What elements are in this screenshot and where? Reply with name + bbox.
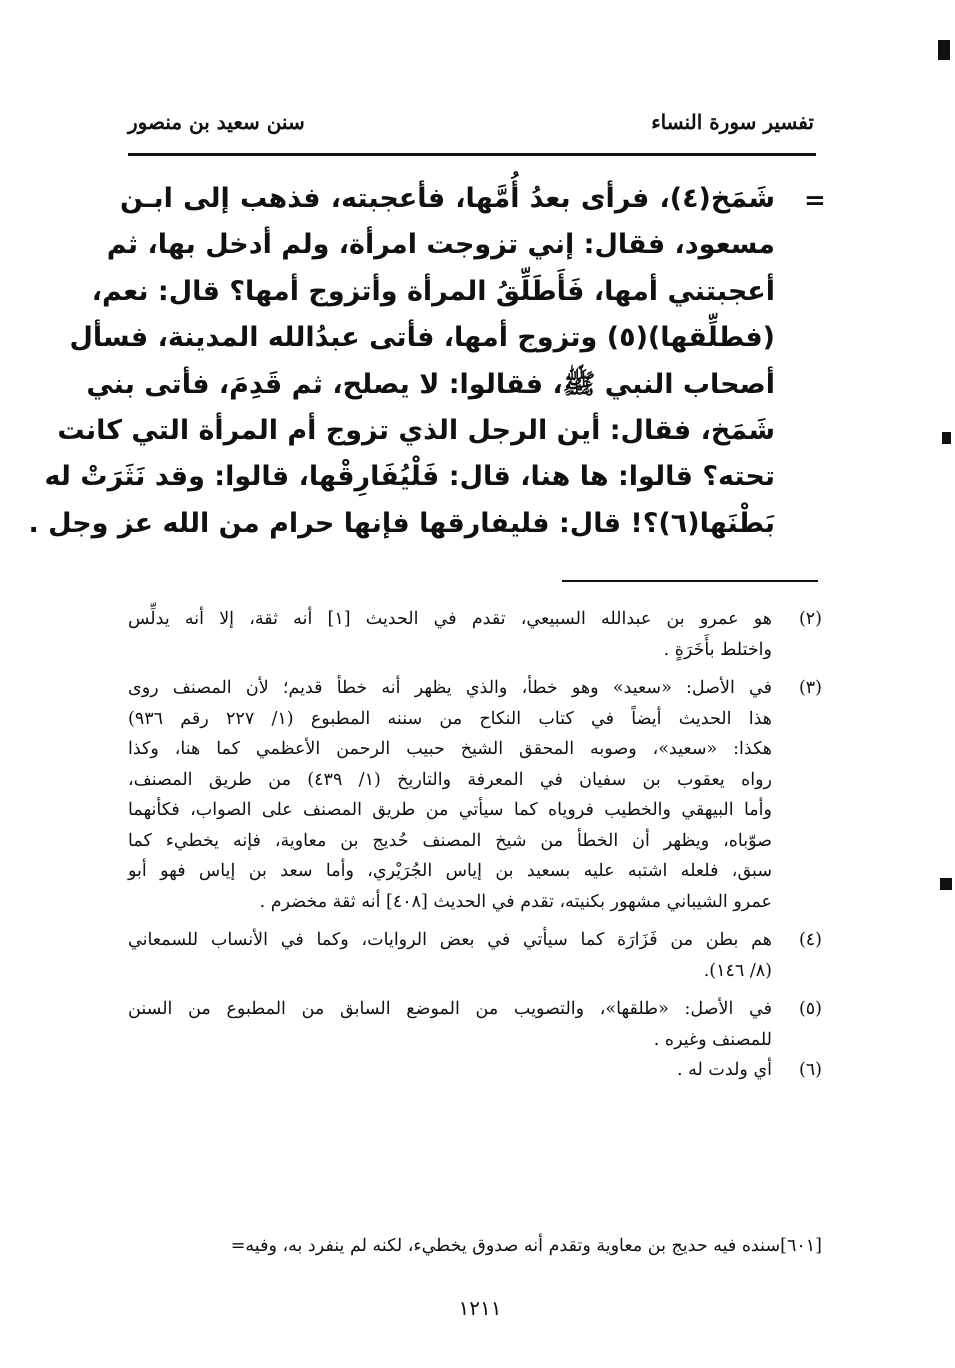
footnote-number: (٢) <box>798 609 822 629</box>
main-line: تحته؟ قالوا: ها هنا، قال: فَلْيُفَارِقْها، قالوا: وقد نَثَرَتْ له <box>44 461 775 493</box>
footnote-3 <box>128 673 822 917</box>
main-line: شَمَخ(٤)، فرأى بعدُ أُمَّها، فأعجبته، فذهب إلى ابـن <box>120 183 775 214</box>
footnote-number: (٦) <box>798 1060 822 1080</box>
footnote-separator <box>562 580 818 582</box>
footnote-body <box>128 673 772 917</box>
footnote-line: للمصنف وغيره . <box>653 1029 772 1050</box>
footnote-line: رواه يعقوب بن سفيان في المعرفة والتاريخ (١/ ٤٣٩) من طريق المصنف، <box>128 769 772 790</box>
footnote-line: (٨/ ١٤٦). <box>703 960 772 981</box>
scan-mark <box>938 40 950 60</box>
footnote-6 <box>128 1055 822 1086</box>
main-line: بَطْنَها(٦)؟! قال: فليفارقها فإنها حرام من الله عز وجل . <box>28 507 775 539</box>
page-number: ١٢١١ <box>458 1296 502 1320</box>
header-chapter-title: تفسير سورة النساء <box>651 110 814 134</box>
footnote-line: هكذا: «سعيد»، وصوبه المحقق الشيخ حبيب الرحمن الأعظمي كما هنا، وكذا <box>128 739 772 759</box>
main-line: (فطلِّقها)(٥) وتزوج أمها، فأتى عبدُالله المدينة، فسأل <box>69 322 775 354</box>
footnote-line: هذا الحديث أيضاً في كتاب النكاح من سننه المطبوع (١/ ٢٢٧ رقم ٩٣٦) <box>128 708 773 729</box>
header-book-title: سنن سعيد بن منصور <box>128 110 305 134</box>
footnote-line: هم بطن من فَزَارَة كما سيأتي في بعض الروايات، وكما في الأنساب للسمعاني <box>128 930 772 950</box>
continuation-marker: = <box>804 186 826 216</box>
scan-mark <box>940 878 952 890</box>
footnote-line: في الأصل: «طلقها»، والتصويب من الموضع السابق من المطبوع من السنن <box>128 999 772 1019</box>
footnote-number: (٤) <box>798 930 822 950</box>
footnote-line: هو عمرو بن عبدالله السبيعي، تقدم في الحديث [١] أنه ثقة، إلا أنه يدلِّس <box>128 609 772 629</box>
main-line: شَمَخ، فقال: أين الرجل الذي تزوج أم المرأة التي كانت <box>57 415 775 447</box>
footnote-body <box>128 925 772 986</box>
header-rule <box>128 153 816 156</box>
scan-mark <box>942 432 951 444</box>
footnote-5 <box>128 994 822 1055</box>
footnote-line: سبق، فلعله اشتبه عليه بسعيد بن إياس الجُرَيْري، وأما سعد بن إياس فهو أبو <box>128 861 772 881</box>
footnote-2 <box>128 604 822 665</box>
footnote-line: في الأصل: «سعيد» وهو خطأ، والذي يظهر أنه خطأ قديم؛ لأن المصنف روى <box>128 678 772 698</box>
footnote-4 <box>128 925 822 986</box>
footnote-body <box>128 994 772 1055</box>
footnote-line: وأما البيهقي والخطيب فروياه كما سيأتي من طريق المصنف على الصواب، فكأنهما <box>128 800 772 820</box>
main-line: أصحاب النبي ﷺ، فقالوا: لا يصلح، ثم قَدِمَ، فأتى بني <box>86 368 775 400</box>
main-line: مسعود، فقال: إني تزوجت امرأة، ولم أدخل بها، ثم <box>106 229 775 261</box>
footnote-line: واختلط بأَخَرَةٍ . <box>663 639 772 660</box>
footnotes <box>128 604 822 1086</box>
footnote-number: (٥) <box>798 999 822 1019</box>
continued-note: [٦٠١]سنده فيه حديج بن معاوية وتقدم أنه صدوق يخطيء، لكنه لم ينفرد به، وفيه= <box>230 1236 822 1256</box>
footnote-number: (٣) <box>798 678 822 698</box>
footnote-body <box>128 1055 772 1086</box>
main-text <box>28 176 775 547</box>
running-header <box>128 110 814 140</box>
main-line: أعجبتني أمها، فَأَطَلِّقُ المرأة وأتزوج أمها؟ قال: نعم، <box>91 275 775 307</box>
footnote-line: عمرو الشيباني مشهور بكنيته، تقدم في الحديث [٤٠٨] أنه ثقة مخضرم . <box>259 891 772 912</box>
footnote-line: أي ولدت له . <box>677 1060 772 1080</box>
footnote-body <box>128 604 772 665</box>
footnote-line: صوّباه، ويظهر أن الخطأ من شيخ المصنف حُديج بن معاوية، فإنه يخطيء كما <box>128 830 772 851</box>
